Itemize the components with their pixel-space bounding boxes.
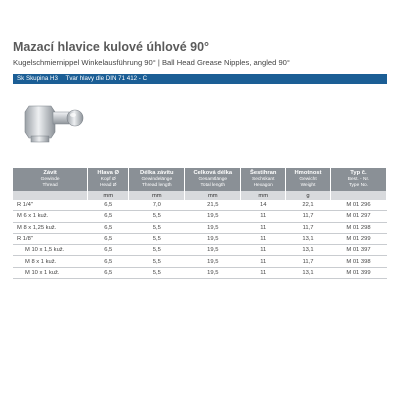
table-cell: M 01 397 (330, 245, 386, 256)
table-cell: 6,5 (88, 233, 129, 244)
col-weight: Hmotnost Gewicht Weight (286, 168, 331, 191)
table-header-row (13, 168, 387, 191)
group-bar (13, 74, 387, 84)
unit-cell: mm (241, 191, 286, 200)
table-row (13, 256, 387, 267)
page-subtitle: Kugelschmiernippel Winkelausführung 90° | Ball Head Grease Nipples, angled 90° (13, 58, 290, 67)
table-cell: 22,1 (286, 200, 331, 211)
unit-cell: mm (129, 191, 185, 200)
table-cell: 11 (241, 256, 286, 267)
table-cell: 6,5 (88, 222, 129, 233)
col-thread-length: Délka závitu Gewindelänge Thread length (129, 168, 185, 191)
table-cell: M 10 x 1 kuž. (13, 267, 88, 278)
table-cell: 6,5 (88, 245, 129, 256)
page-title: Mazací hlavice kulové úhlové 90° (13, 40, 210, 54)
table-cell: M 01 398 (330, 256, 386, 267)
table-cell: 5,5 (129, 256, 185, 267)
table-cell: 11 (241, 267, 286, 278)
table-cell: 11,7 (286, 211, 331, 222)
table-cell: 5,5 (129, 267, 185, 278)
col-type-no: Typ č. Best. - Nr. Type No. (330, 168, 386, 191)
table-cell: M 8 x 1 kuž. (13, 256, 88, 267)
table-cell: 11 (241, 211, 286, 222)
col-hexagon: Šestihran Sechskant Hexagon (241, 168, 286, 191)
table-cell: 13,1 (286, 267, 331, 278)
table-cell: 13,1 (286, 245, 331, 256)
table-row (13, 222, 387, 233)
unit-cell: mm (88, 191, 129, 200)
table-row (13, 245, 387, 256)
table-cell: R 1/4" (13, 200, 88, 211)
table-cell: 14 (241, 200, 286, 211)
table-cell: R 1/8" (13, 233, 88, 244)
units-row (13, 191, 387, 200)
group-label: Sk Skupina H3 (17, 75, 58, 82)
table-cell: 19,5 (185, 245, 241, 256)
unit-cell (330, 191, 386, 200)
table-cell: 11 (241, 245, 286, 256)
table-cell: M 8 x 1,25 kuž. (13, 222, 88, 233)
unit-cell: g (286, 191, 331, 200)
col-total-length: Celková délka Gesamtlänge Total length (185, 168, 241, 191)
table-cell: 19,5 (185, 233, 241, 244)
table-cell: M 6 x 1 kuž. (13, 211, 88, 222)
table-cell: 5,5 (129, 245, 185, 256)
table-cell: 19,5 (185, 222, 241, 233)
table-row (13, 267, 387, 278)
unit-cell (13, 191, 88, 200)
table-cell: 11,7 (286, 222, 331, 233)
table-cell: 6,5 (88, 256, 129, 267)
table-cell: 21,5 (185, 200, 241, 211)
table-cell: 19,5 (185, 267, 241, 278)
table-row (13, 211, 387, 222)
table-cell: 5,5 (129, 222, 185, 233)
table-cell: 19,5 (185, 256, 241, 267)
table-cell: M 01 297 (330, 211, 386, 222)
unit-cell: mm (185, 191, 241, 200)
table-cell: M 01 296 (330, 200, 386, 211)
table-cell: 6,5 (88, 267, 129, 278)
table-cell: 6,5 (88, 200, 129, 211)
table-cell: M 01 399 (330, 267, 386, 278)
product-photo-area (13, 84, 387, 152)
table-cell: 11 (241, 233, 286, 244)
table-cell: 5,5 (129, 211, 185, 222)
table-cell: M 01 298 (330, 222, 386, 233)
table-cell: 11,7 (286, 256, 331, 267)
table-row (13, 233, 387, 244)
table-row (13, 200, 387, 211)
table-cell: 13,1 (286, 233, 331, 244)
grease-nipple-image (17, 88, 87, 144)
col-head-diameter: Hlava Ø Kopf Ø Head Ø (88, 168, 129, 191)
table-cell: 11 (241, 222, 286, 233)
spec-table (13, 168, 387, 279)
table-cell: M 01 299 (330, 233, 386, 244)
table-cell: 5,5 (129, 233, 185, 244)
table-cell: 19,5 (185, 211, 241, 222)
table-cell: 6,5 (88, 211, 129, 222)
table-cell: M 10 x 1,5 kuž. (13, 245, 88, 256)
table-cell: 7,0 (129, 200, 185, 211)
col-thread: Závit Gewinde Thread (13, 168, 88, 191)
head-shape-label: Tvar hlavy dle DIN 71 412 - C (65, 75, 148, 82)
